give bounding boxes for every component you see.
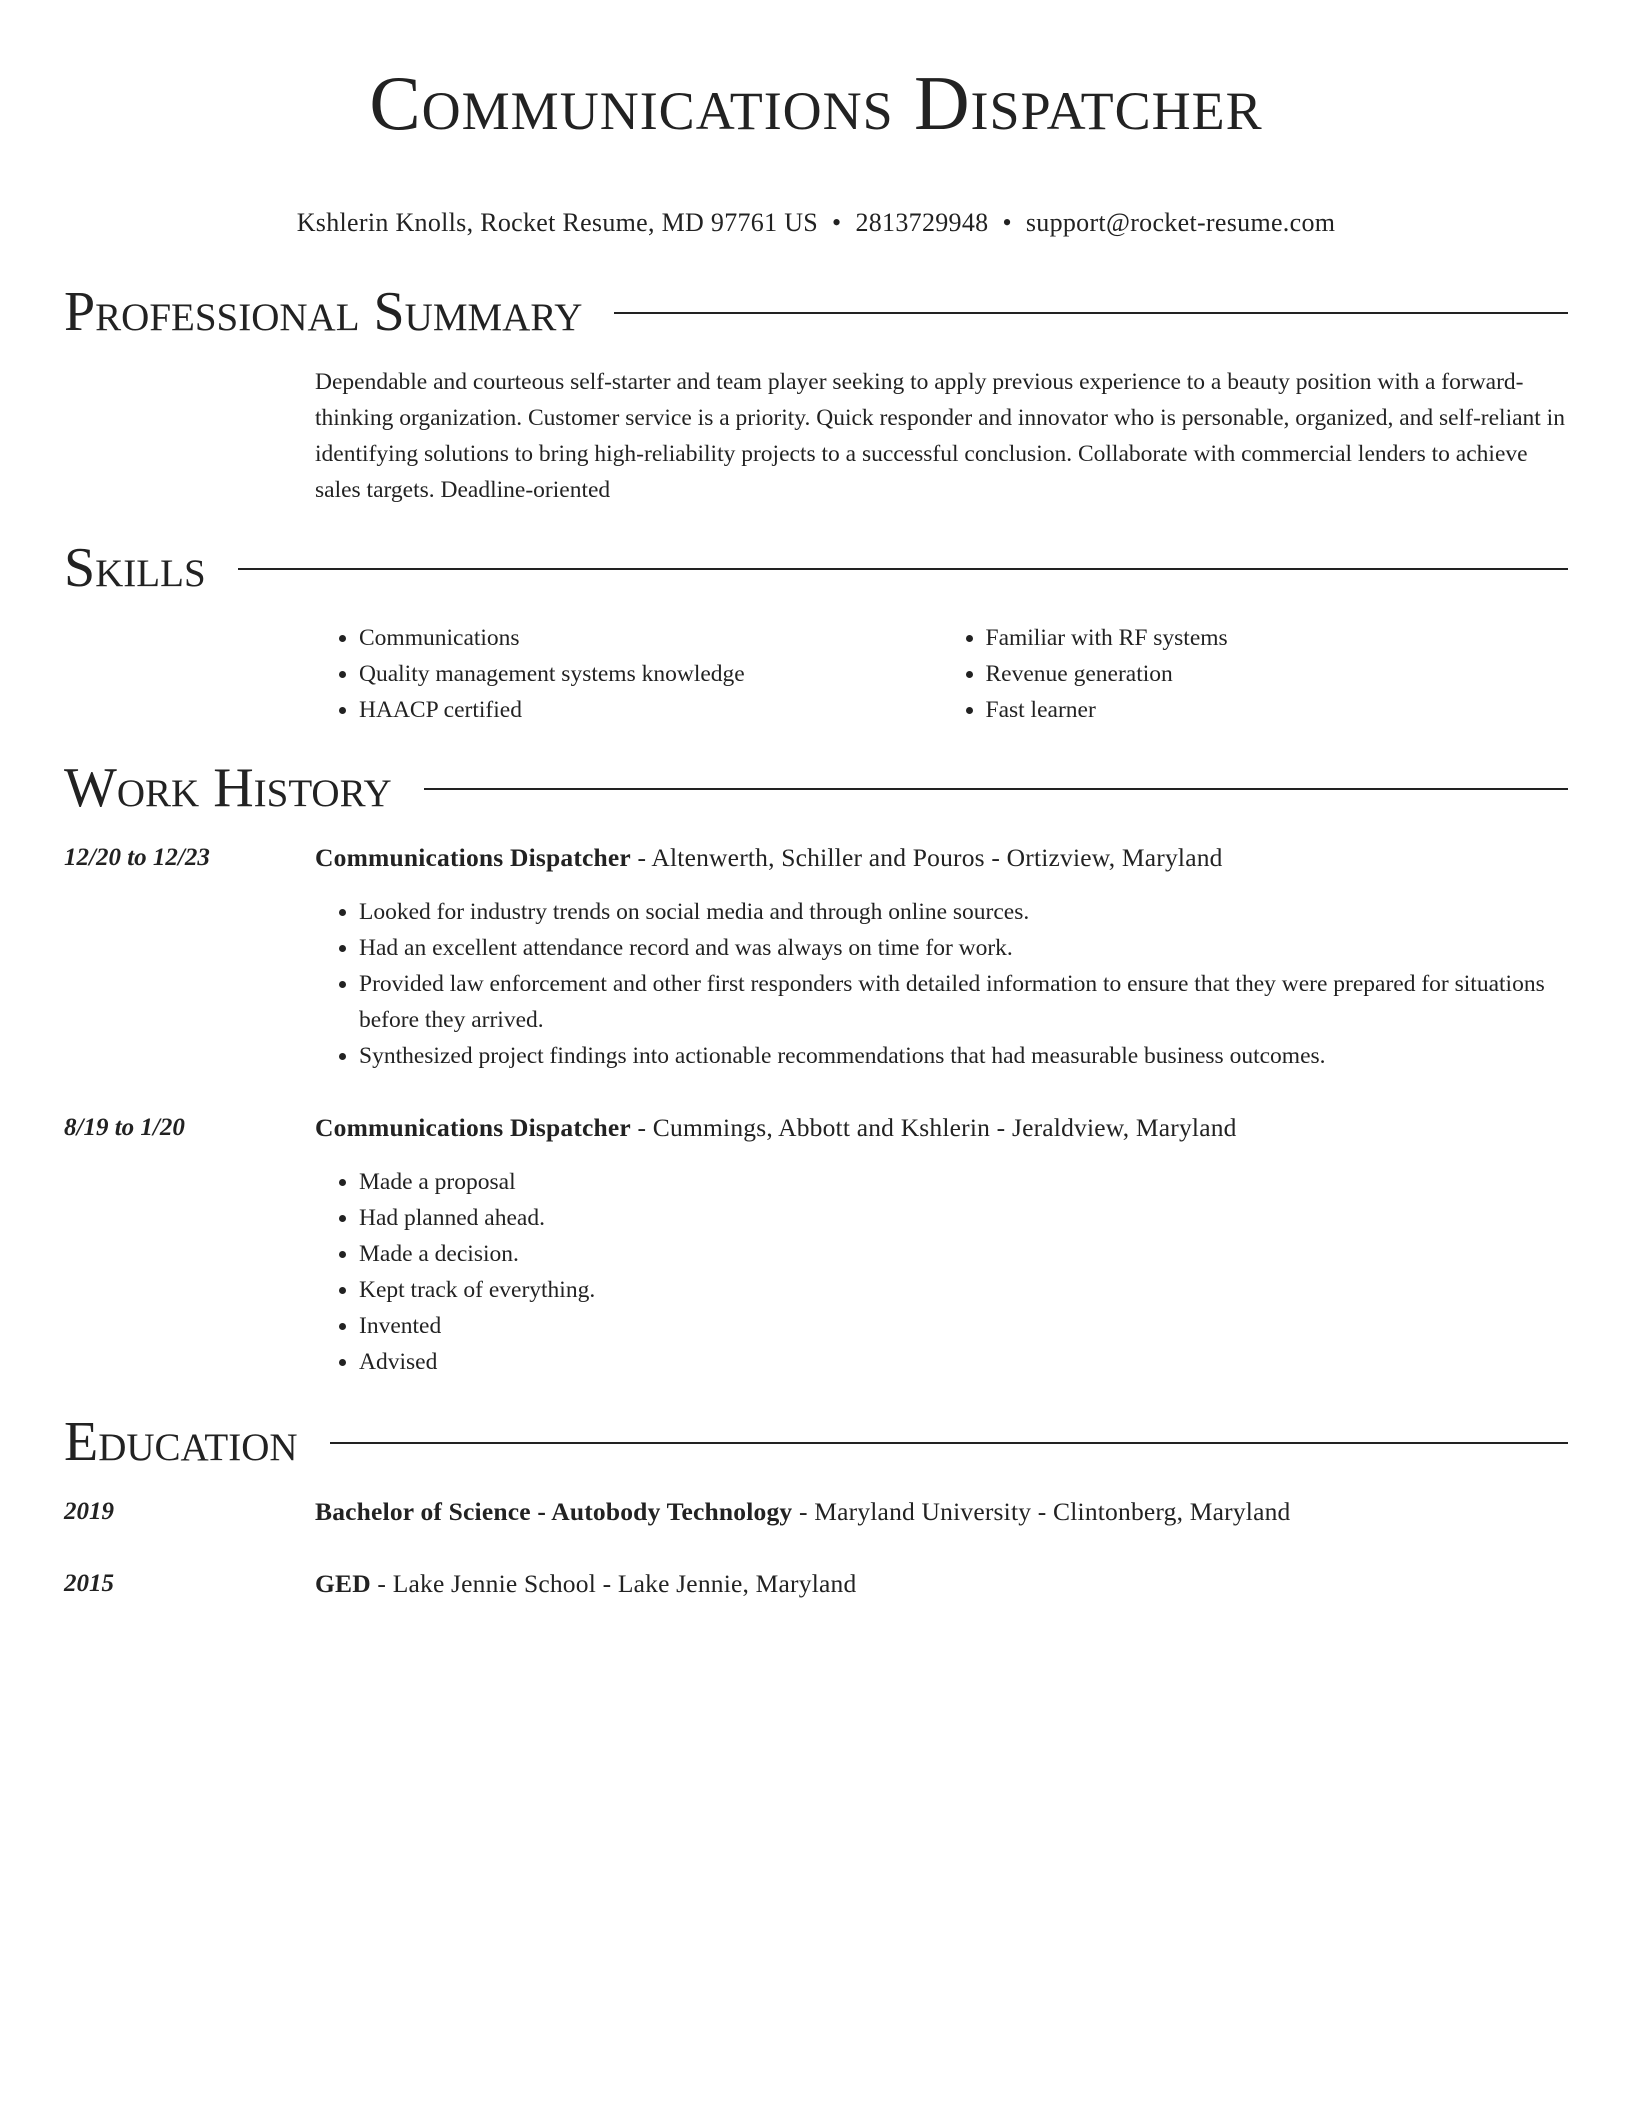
skill-item: • HAACP certified: [359, 692, 942, 728]
work-bullet: • Looked for industry trends on social media and through online sources.: [359, 894, 1568, 930]
work-bullets: [315, 894, 1568, 1074]
work-section-header: [64, 756, 1568, 820]
work-role: Communications Dispatcher: [315, 843, 631, 872]
skill-item: • Quality management systems knowledge: [359, 656, 942, 692]
work-bullet: • Made a proposal: [359, 1164, 1568, 1200]
skills-column-left: [315, 620, 942, 728]
education-heading: [315, 1566, 1568, 1602]
skills-section-header: [64, 536, 1568, 600]
education-school: - Maryland University - Clintonberg, Maryland: [792, 1497, 1291, 1526]
summary-section-title: Professional Summary: [64, 281, 583, 343]
contact-email: support@rocket-resume.com: [1025, 208, 1336, 237]
education-entry-body: [315, 1566, 1568, 1602]
work-entry: [64, 840, 1568, 1074]
work-bullets: [315, 1164, 1568, 1380]
education-year: 2019: [64, 1498, 114, 1525]
work-dates: 8/19 to 1/20: [64, 1114, 185, 1141]
skills-list: [315, 620, 1568, 728]
summary-text: Dependable and courteous self-starter and team player seeking to apply previous experience to a beauty position with a forward-thinking organization. Customer service is a priority. Quick responder and innovator who is personable, organized, and self-reliant in identifying solutions to bring high-reliability projects to a successful conclusion. Collaborate with commercial lenders to achieve sales targets. Deadline-oriented: [315, 369, 1565, 503]
work-bullet: • Had planned ahead.: [359, 1200, 1568, 1236]
work-bullet: • Provided law enforcement and other first responders with detailed information to ensure that they were prepared for situations before they arrived.: [359, 966, 1568, 1038]
work-entry-body: [315, 1110, 1568, 1380]
work-bullet: • Kept track of everything.: [359, 1272, 1568, 1308]
section-divider: [424, 788, 1568, 790]
skills-section-title: Skills: [64, 537, 206, 599]
work-employer: - Cummings, Abbott and Kshlerin - Jeraldview, Maryland: [630, 1113, 1237, 1142]
contact-line: [64, 206, 1568, 240]
work-employer: - Altenwerth, Schiller and Pouros - Ortizview, Maryland: [630, 843, 1223, 872]
work-bullet: • Had an excellent attendance record and was always on time for work.: [359, 930, 1568, 966]
education-entry: [64, 1566, 1568, 1602]
education-section-header: [64, 1410, 1568, 1474]
education-degree: Bachelor of Science - Autobody Technology: [315, 1497, 793, 1526]
contact-separator: •: [832, 208, 842, 237]
section-divider: [614, 312, 1568, 314]
work-bullet: • Advised: [359, 1344, 1568, 1380]
education-entry-body: [315, 1494, 1568, 1530]
skills-column-right: [942, 620, 1569, 728]
education-school: - Lake Jennie School - Lake Jennie, Maryland: [370, 1569, 857, 1598]
work-entry-heading: [315, 1110, 1568, 1146]
education-year: 2015: [64, 1570, 114, 1597]
work-entry-body: [315, 840, 1568, 1074]
skill-item: • Familiar with RF systems: [986, 620, 1569, 656]
work-dates: 12/20 to 12/23: [64, 844, 210, 871]
contact-phone: 2813729948: [855, 208, 989, 237]
section-divider: [330, 1442, 1568, 1444]
education-degree: GED: [315, 1569, 371, 1598]
education-entry: [64, 1494, 1568, 1530]
education-section-title: Education: [64, 1411, 298, 1473]
skill-item: • Revenue generation: [986, 656, 1569, 692]
skill-item: • Communications: [359, 620, 942, 656]
work-bullet: • Invented: [359, 1308, 1568, 1344]
skill-item: • Fast learner: [986, 692, 1569, 728]
work-bullet: • Made a decision.: [359, 1236, 1568, 1272]
resume-name: Communications Dispatcher: [369, 60, 1263, 146]
work-section-title: Work History: [64, 757, 392, 819]
work-entry-heading: [315, 840, 1568, 876]
contact-separator: •: [1002, 208, 1012, 237]
work-entry: [64, 1110, 1568, 1380]
work-bullet: • Synthesized project findings into actionable recommendations that had measurable business outcomes.: [359, 1038, 1568, 1074]
work-role: Communications Dispatcher: [315, 1113, 631, 1142]
summary-section-header: [64, 280, 1568, 344]
contact-address: Kshlerin Knolls, Rocket Resume, MD 97761 US: [296, 208, 819, 237]
section-divider: [238, 568, 1568, 570]
education-heading: [315, 1494, 1568, 1530]
